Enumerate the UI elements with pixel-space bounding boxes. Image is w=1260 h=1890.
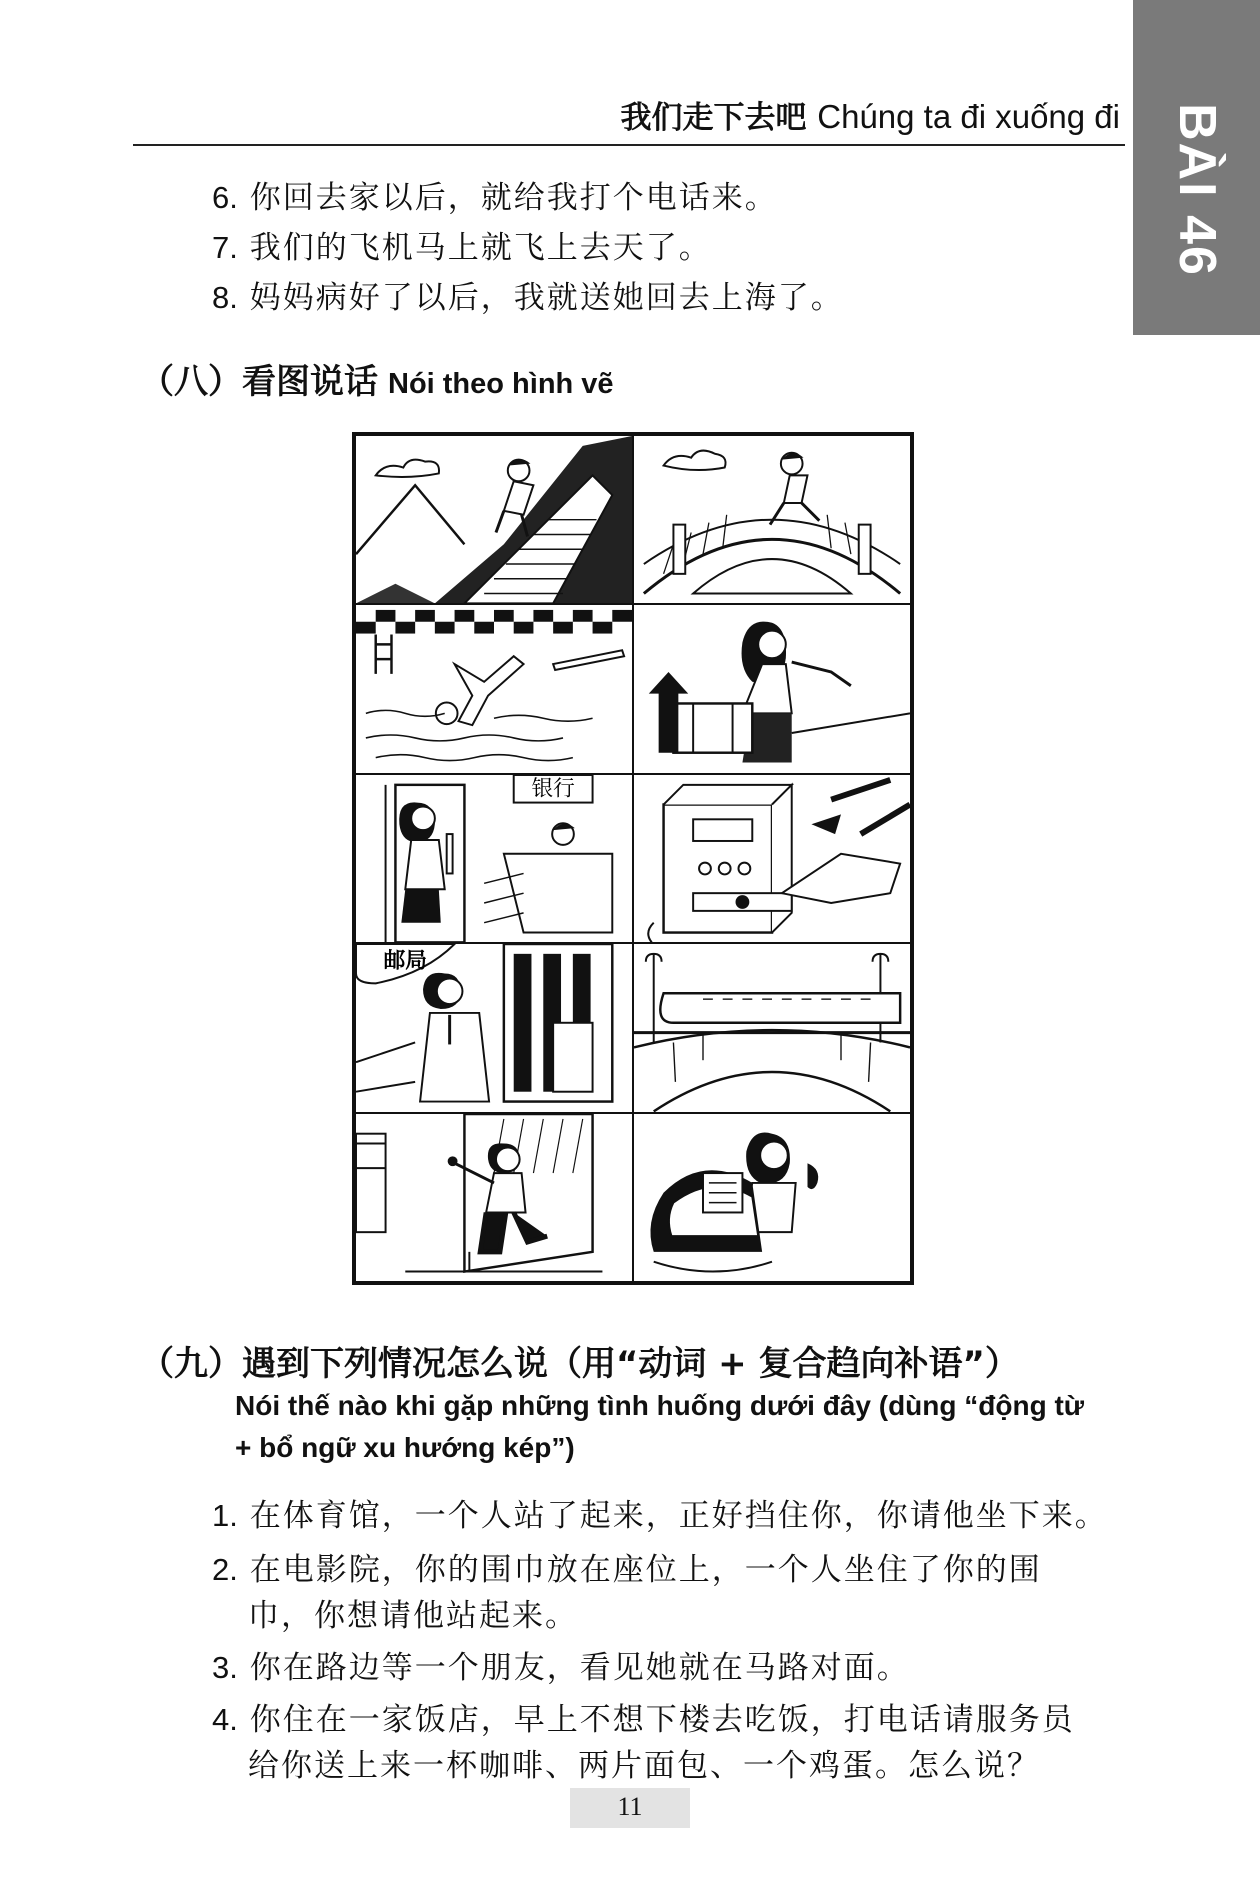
exercise-item	[212, 272, 844, 317]
item-text: 妈妈病好了以后，我就送她回去上海了。	[249, 280, 844, 316]
item-number: 4.	[212, 1702, 238, 1737]
picture-girl-bag	[633, 1113, 911, 1282]
item-text: 你住在一家饭店，早上不想下楼去吃饭，打电话请服务员	[249, 1702, 1075, 1738]
picture-diving-pool	[355, 604, 633, 773]
section-9-heading-vi-line2: + bổ ngữ xu hướng kép”)	[235, 1432, 575, 1463]
picture-grid	[352, 432, 914, 1285]
header-title-vi: Chúng ta đi xuống đi	[817, 98, 1120, 135]
item-number: 8.	[212, 280, 238, 315]
picture-bank	[355, 774, 633, 943]
item-text: 你回去家以后，就给我打个电话来。	[249, 180, 778, 216]
section-8-label: （八）看图说话	[140, 362, 378, 402]
bank-sign-text: 银行	[531, 776, 575, 802]
situation-item	[212, 1642, 910, 1687]
header-title-zh: 我们走下去吧	[620, 100, 807, 136]
section-8-label-vi: Nói theo hình vẽ	[388, 368, 614, 400]
lesson-tab-label: BÀI 46	[1167, 103, 1226, 277]
situation-item	[212, 1694, 1075, 1739]
header-rule	[133, 144, 1125, 146]
exercise-item	[212, 222, 712, 267]
picture-boy-door	[355, 1113, 633, 1282]
exercise-item	[212, 172, 778, 217]
section-9-heading: （九）遇到下列情况怎么说（用“动词 + 复合趋向补语”）	[140, 1344, 1019, 1384]
item-text: 你在路边等一个朋友，看见她就在马路对面。	[249, 1650, 910, 1686]
item-text: 在体育馆，一个人站了起来，正好挡住你，你请他坐下来。	[249, 1498, 1108, 1534]
picture-post-office	[355, 943, 633, 1112]
item-text: 在电影院，你的围巾放在座位上，一个人坐住了你的围	[249, 1552, 1042, 1588]
picture-mountain-stairs	[355, 435, 633, 604]
situation-item-continuation: 巾，你想请他站起来。	[248, 1598, 578, 1634]
running-header	[560, 92, 1120, 137]
situation-item	[212, 1490, 1108, 1535]
situation-item	[212, 1544, 1042, 1589]
item-number: 3.	[212, 1650, 238, 1685]
item-text: 我们的飞机马上就飞上去天了。	[249, 230, 712, 266]
item-number: 2.	[212, 1552, 238, 1587]
picture-lifting-suitcase	[633, 604, 911, 773]
picture-cd-player	[633, 774, 911, 943]
item-number: 7.	[212, 230, 238, 265]
page-number-box	[570, 1788, 690, 1828]
situation-item-continuation: 给你送上来一杯咖啡、两片面包、一个鸡蛋。怎么说？	[248, 1748, 1040, 1784]
page-number: 11	[617, 1792, 643, 1821]
lesson-tab	[1133, 0, 1260, 335]
item-number: 6.	[212, 180, 238, 215]
picture-bridge	[633, 435, 911, 604]
section-9-heading-vi-line1: Nói thế nào khi gặp những tình huống dưới đây (dùng “động từ	[235, 1390, 1085, 1421]
item-number: 1.	[212, 1498, 238, 1533]
picture-train-bridge	[633, 943, 911, 1112]
section-8-heading	[140, 354, 614, 403]
post-office-sign-text: 邮局	[383, 948, 427, 974]
